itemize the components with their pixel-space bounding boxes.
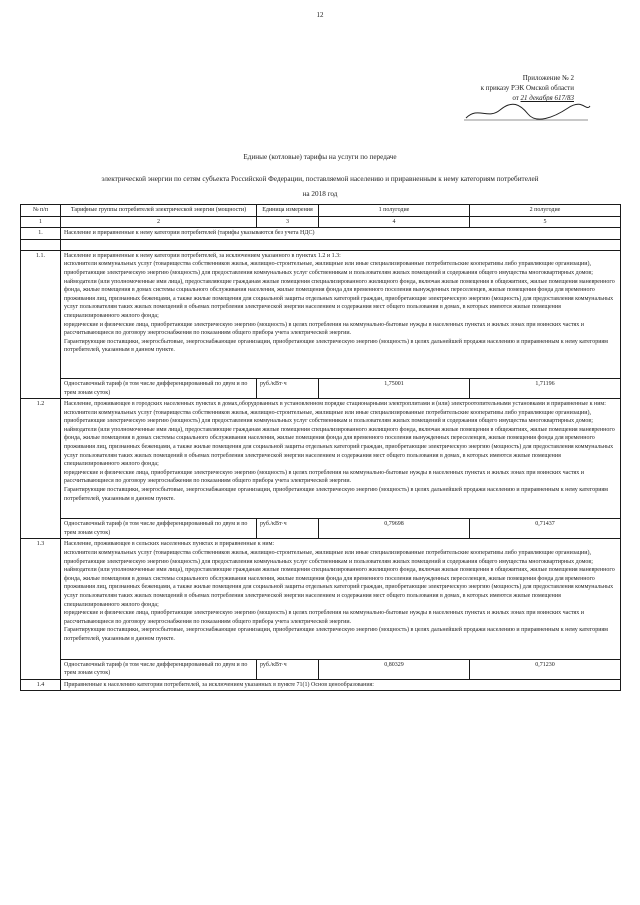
- row-paragraph: Гарантирующие поставщики, энергосбытовые, энергоснабжающие организации, приобретающие электрическую энергию (мощность) в целях дальнейшей продажи населению и приравненным к нему категориям потребителей, указанным в данном пункте.: [64, 487, 608, 502]
- numbering-cell: 1: [21, 216, 61, 228]
- appendix-date-value: 21 декабря 617/83: [520, 94, 574, 102]
- handwritten-signature: [458, 100, 593, 122]
- header-num: № п/п: [21, 205, 61, 217]
- tariff-half2: 0,71437: [470, 519, 621, 539]
- row-paragraph: юридические и физические лица, приобретающие электрическую энергию (мощность) в целях потребления на коммунально-бытовые нужды в населенных пунктах и жилых зонах при воинских частях и рассчитывающиеся по договору энергоснабжения по показаниям общего прибора учета электрической энергии.: [64, 321, 584, 337]
- table-row: [21, 399, 621, 519]
- tariff-row: [21, 378, 621, 398]
- row-paragraph: исполнители коммунальных услуг (товарищества собственников жилья, жилищно-строительные, жилищные или иные специализированные потребительские кооперативы либо управляющие организации), приобретающие электрическую энергию (мощность) для предоставления коммунальных услуг собственникам и пользователям жилых помещений и содержания общего имущества многоквартирных домов; наймодатели (или уполномоченные ими лица), предоставляющие гражданам жилые помещения специализированного жилищного фонда, включая жилые помещения в общежитиях, жилые помещения маневренного фонда, жилые помещения в домах системы социального обслуживания населения, жилые помещения фонда для временного поселения вынужденных переселенцев, жилые помещения фонда для временного проживания лиц, признанных беженцами, а также жилые помещения для социальной защиты отдельных категорий граждан, приобретающие электрическую энергию (мощность) для предоставления коммунальных услуг пользователям таких жилых помещений в объемах потребления электрической энергии населением и содержания мест общего пользования в домах, в которых имеются жилые помещения специализированного жилого фонда;: [64, 261, 615, 319]
- page-number: 12: [316, 11, 324, 19]
- table-row: [21, 679, 621, 691]
- numbering-cell: 5: [470, 216, 621, 228]
- row-description: [61, 399, 621, 519]
- row-num: 1.1.: [21, 250, 61, 398]
- appendix-order: к приказу РЭК Омской области: [480, 84, 574, 92]
- row-paragraph: Население, проживающее в городских населенных пунктах в домах,оборудованных в установленном порядке стационарными электроплитами и (или) электроотопительными установками и приравненные к ним:: [64, 401, 606, 408]
- tariff-row: [21, 519, 621, 539]
- section-row: [21, 228, 621, 240]
- header-half2: 2 полугодие: [470, 205, 621, 217]
- section-text: Население и приравненные к нему категории потребителей (тарифы указываются без учета НДС): [61, 228, 621, 240]
- tariff-table: [20, 204, 621, 691]
- row-description: [61, 250, 621, 378]
- row-num: 1.3: [21, 539, 61, 679]
- row-num: 1.2: [21, 399, 61, 539]
- header-half1: 1 полугодие: [319, 205, 470, 217]
- row-paragraph: Население, проживающее в сельских населенных пунктах и приравненные к ним:: [64, 541, 275, 548]
- spacer-row: [21, 239, 621, 250]
- tariff-label: Одноставочный тариф (в том числе дифференцированный по двум и по трем зонам суток): [61, 659, 257, 679]
- tariff-half1: 0,79698: [319, 519, 470, 539]
- doc-title-line2: электрической энергии по сетям субъекта Российской Федерации, поставляемой населению и приравненным к нему категориям потребителей: [101, 175, 539, 183]
- row-paragraph: Гарантирующие поставщики, энергосбытовые, энергоснабжающие организации, приобретающие электрическую энергию (мощность) в целях дальнейшей продажи населению и приравненным к нему категориям потребителей, указанным в данном пункте.: [64, 338, 608, 354]
- row-paragraph: юридические и физические лица, приобретающие электрическую энергию (мощность) в целях потребления на коммунально-бытовые нужды в населенных пунктах и жилых зонах при воинских частях и рассчитывающиеся по договору энергоснабжения по показаниям общего прибора учета электрической энергии.: [64, 469, 584, 485]
- tariff-label: Одноставочный тариф (в том числе дифференцированный по двум и по трем зонам суток): [61, 519, 257, 539]
- doc-title-line3: на 2018 год: [302, 190, 338, 198]
- tariff-row: [21, 659, 621, 679]
- numbering-cell: 4: [319, 216, 470, 228]
- row-paragraph: исполнители коммунальных услуг (товарищества собственников жилья, жилищно-строительные, жилищные или иные специализированные потребительские кооперативы либо управляющие организации), приобретающие электрическую энергию (мощность) для предоставления коммунальных услуг собственникам и пользователям жилых помещений и содержания общего имущества многоквартирных домов; наймодатели (или уполномоченные ими лица), предоставляющие гражданам жилые помещения специализированного жилищного фонда, включая жилые помещения в общежитиях, жилые помещения маневренного фонда, жилые помещения в домах системы социального обслуживания населения, жилые помещения фонда для временного поселения вынужденных переселенцев, жилые помещения фонда для временного проживания лиц, признанных беженцами, а также жилые помещения для социальной защиты отдельных категорий граждан, приобретающие электрическую энергию (мощность) для предоставления коммунальных услуг пользователям таких жилых помещений в объемах потребления электрической энергии населением и содержания мест общего пользования в домах, в которых имеются жилые помещения специализированного жилого фонда;: [64, 550, 615, 608]
- doc-title-line1: Единые (котловые) тарифы на услуги по передаче: [243, 153, 397, 161]
- tariff-unit: руб./кВт·ч: [257, 378, 319, 398]
- appendix-title: Приложение № 2: [522, 74, 574, 82]
- appendix-block: [481, 73, 574, 103]
- table-row: [21, 250, 621, 378]
- header-unit: Единица измерения: [257, 205, 319, 217]
- row-paragraph: исполнители коммунальных услуг (товарищества собственников жилья, жилищно-строительные, жилищные или иные специализированные потребительские кооперативы либо управляющие организации), приобретающие электрическую энергию (мощность) для предоставления коммунальных услуг собственникам и пользователям жилых помещений и содержания общего имущества многоквартирных домов; наймодатели (или уполномоченные ими лица), предоставляющие гражданам жилые помещения специализированного жилищного фонда, включая жилые помещения в общежитиях, жилые помещения маневренного фонда, жилые помещения в домах системы социального обслуживания населения, жилые помещения фонда для временного поселения вынужденных переселенцев, жилые помещения фонда для временного проживания лиц, признанных беженцами, а также жилые помещения для социальной защиты отдельных категорий граждан, приобретающие электрическую энергию (мощность) для предоставления коммунальных услуг пользователям таких жилых помещений в объемах потребления электрической энергии населением и содержания мест общего пользования в домах, в которых имеются жилые помещения специализированного жилого фонда;: [64, 409, 615, 468]
- tariff-half2: 0,71230: [470, 659, 621, 679]
- row-paragraph: Население и приравненные к нему категории потребителей, за исключением указанного в пунктах 1.2 и 1.3:: [64, 252, 341, 259]
- row-description: [61, 539, 621, 659]
- row-description: Приравненные к населению категории потребителей, за исключением указанных в пункте 71(1) Основ ценообразования:: [61, 679, 621, 691]
- row-num: 1.4: [21, 679, 61, 691]
- section-num: 1.: [21, 228, 61, 240]
- row-paragraph: юридические и физические лица, приобретающие электрическую энергию (мощность) в целях потребления на коммунально-бытовые нужды в населенных пунктах и жилых зонах при воинских частях и рассчитывающиеся по договору энергоснабжения по показаниям общего прибора учета электрической энергии.: [64, 610, 584, 625]
- tariff-unit: руб./кВт·ч: [257, 519, 319, 539]
- tariff-half1: 0,80329: [319, 659, 470, 679]
- tariff-unit: руб./кВт·ч: [257, 659, 319, 679]
- header-row: [21, 205, 621, 217]
- tariff-half2: 1,71196: [470, 378, 621, 398]
- row-paragraph: Гарантирующие поставщики, энергосбытовые, энергоснабжающие организации, приобретающие электрическую энергию (мощность) в целях дальнейшей продажи населению и приравненным к нему категориям потребителей, указанным в данном пункте.: [64, 627, 608, 642]
- numbering-cell: 3: [257, 216, 319, 228]
- appendix-date-prefix: от: [512, 94, 519, 102]
- header-groups: Тарифные группы потребителей электрической энергии (мощности): [61, 205, 257, 217]
- table-row: [21, 539, 621, 659]
- numbering-row: [21, 216, 621, 228]
- numbering-cell: 2: [61, 216, 257, 228]
- tariff-label: Одноставочный тариф (в том числе дифференцированный по двум и по трем зонам суток): [61, 378, 257, 398]
- tariff-half1: 1,75001: [319, 378, 470, 398]
